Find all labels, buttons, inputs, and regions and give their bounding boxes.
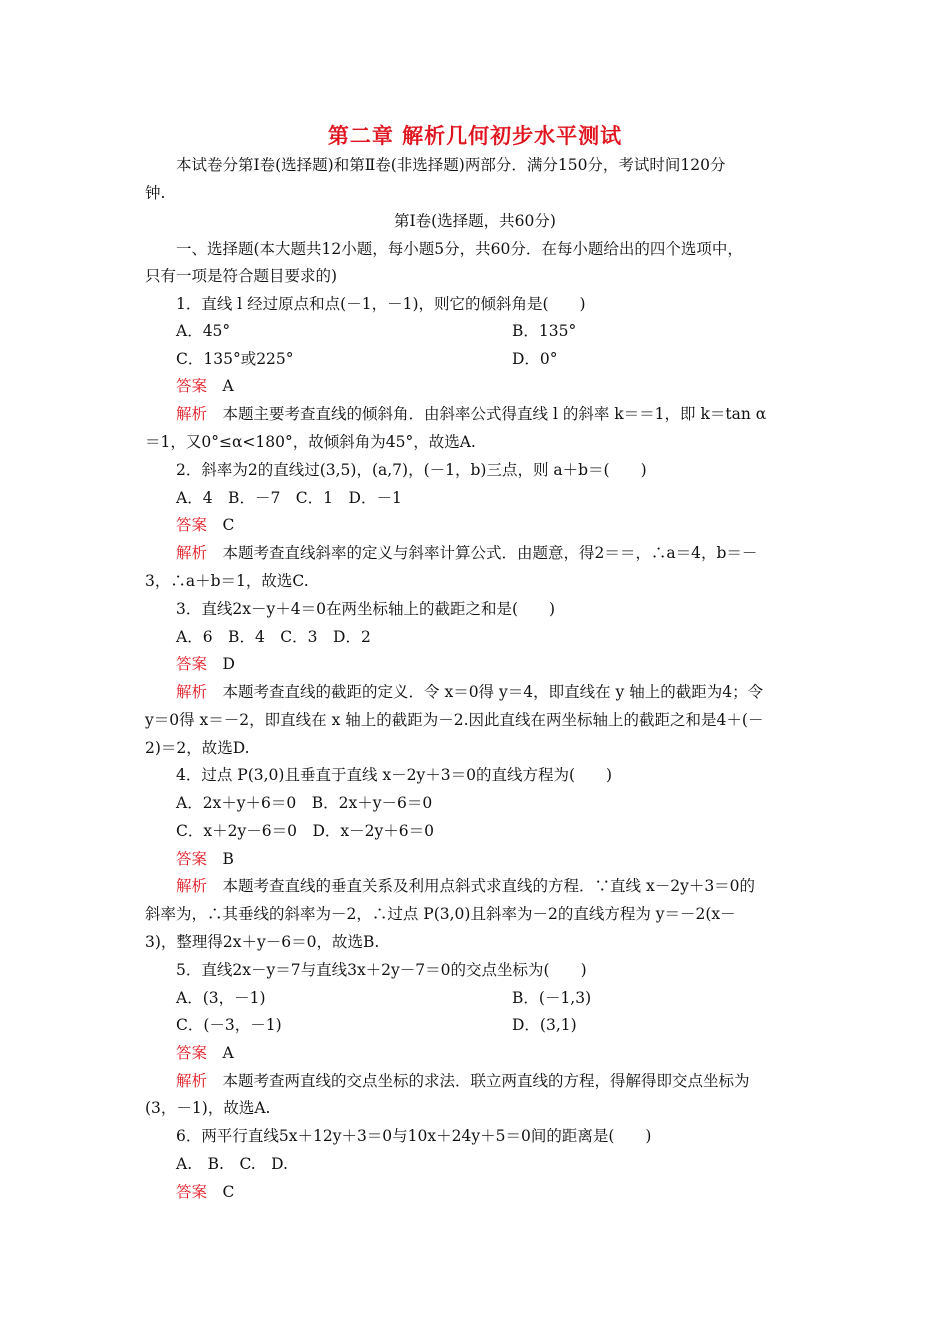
q4-stem: 4．过点 P(3,0)且垂直于直线 x－2y＋3＝0的直线方程为( ) xyxy=(176,766,613,784)
q3-stem: 3．直线2x－y＋4＝0在两坐标轴上的截距之和是( ) xyxy=(176,600,556,618)
q5-options-row2 xyxy=(176,1014,836,1036)
section-line-2: 只有一项是符合题目要求的) xyxy=(145,267,338,285)
answer-label: 答案 xyxy=(176,516,208,534)
q4-answer-value: B xyxy=(222,850,234,868)
q5-option-d: D．(3,1) xyxy=(512,1016,577,1034)
q1-stem: 1．直线 l 经过原点和点(－1，－1)，则它的倾斜角是( ) xyxy=(176,295,586,313)
q5-stem: 5．直线2x－y＝7与直线3x＋2y－7＝0的交点坐标为( ) xyxy=(176,961,587,979)
q2-answer xyxy=(176,514,836,536)
q3-analysis-2: y＝0得 x＝－2，即直线在 x 轴上的截距为－2.因此直线在两坐标轴上的截距之和是4＋(－ xyxy=(145,711,764,729)
q4-analysis-1 xyxy=(176,875,836,897)
section-line-1: 一、选择题(本大题共12小题，每小题5分，共60分．在每小题给出的四个选项中， xyxy=(176,240,743,258)
q4-analysis-3: 3)，整理得2x＋y－6＝0，故选B. xyxy=(145,933,380,951)
q3-options: A．6 B．4 C．3 D．2 xyxy=(176,628,371,646)
q4-options-2: C．x＋2y－6＝0 D．x－2y＋6＝0 xyxy=(176,822,434,840)
q5-option-b: B．(－1,3) xyxy=(512,989,592,1007)
answer-label: 答案 xyxy=(176,1183,208,1201)
answer-label: 答案 xyxy=(176,655,208,673)
q5-options-row1 xyxy=(176,987,836,1009)
q6-answer xyxy=(176,1181,836,1203)
intro-line-2: 钟. xyxy=(145,184,166,202)
q1-answer-value: A xyxy=(222,377,234,395)
q1-options-row1 xyxy=(176,320,836,342)
q2-analysis-text-1: 本题考查直线斜率的定义与斜率计算公式．由题意，得2＝＝，∴a＝4，b＝－ xyxy=(222,544,758,562)
q5-analysis-1 xyxy=(176,1070,836,1092)
page-title: 第二章 解析几何初步水平测试 xyxy=(327,123,623,148)
q5-analysis-2: (3，－1)，故选A. xyxy=(145,1099,271,1117)
q6-answer-value: C xyxy=(222,1183,235,1201)
q1-analysis-text-1: 本题主要考查直线的倾斜角．由斜率公式得直线 l 的斜率 k＝＝1，即 k＝tan α xyxy=(222,405,767,423)
q2-options: A．4 B．－7 C．1 D．－1 xyxy=(176,489,402,507)
q3-analysis-3: 2)＝2，故选D. xyxy=(145,739,250,757)
q5-answer xyxy=(176,1042,836,1064)
analysis-label: 解析 xyxy=(176,405,208,423)
q2-analysis-1 xyxy=(176,542,836,564)
q6-stem: 6．两平行直线5x＋12y＋3＝0与10x＋24y＋5＝0间的距离是( ) xyxy=(176,1127,652,1145)
q1-option-a: A．45° xyxy=(176,322,231,340)
analysis-label: 解析 xyxy=(176,544,208,562)
intro-line-1: 本试卷分第Ⅰ卷(选择题)和第Ⅱ卷(非选择题)两部分．满分150分，考试时间120分 xyxy=(176,156,726,174)
q1-answer xyxy=(176,375,836,397)
analysis-label: 解析 xyxy=(176,1072,208,1090)
q4-answer xyxy=(176,848,836,870)
q3-answer-value: D xyxy=(222,655,235,673)
analysis-label: 解析 xyxy=(176,877,208,895)
part-heading: 第Ⅰ卷(选择题，共60分) xyxy=(394,212,556,230)
answer-label: 答案 xyxy=(176,850,208,868)
q5-option-a: A．(3，－1) xyxy=(176,989,266,1007)
q4-analysis-2: 斜率为，∴其垂线的斜率为－2，∴过点 P(3,0)且斜率为－2的直线方程为 y＝－2(x－ xyxy=(145,905,736,923)
q5-analysis-text-1: 本题考查两直线的交点坐标的求法．联立两直线的方程，得解得即交点坐标为 xyxy=(222,1072,750,1090)
q1-option-c: C．135°或225° xyxy=(176,350,294,368)
q5-option-c: C．(－3，－1) xyxy=(176,1016,282,1034)
q4-analysis-text-1: 本题考查直线的垂直关系及利用点斜式求直线的方程．∵直线 x－2y＋3＝0的 xyxy=(222,877,756,895)
q1-option-d: D．0° xyxy=(512,350,558,368)
q2-stem: 2．斜率为2的直线过(3,5)，(a,7)，(－1，b)三点，则 a＋b＝( ) xyxy=(176,461,647,479)
q3-analysis-1 xyxy=(176,681,836,703)
analysis-label: 解析 xyxy=(176,683,208,701)
q1-options-row2 xyxy=(176,348,836,370)
q3-answer xyxy=(176,653,836,675)
q1-analysis-2: ＝1，又0°≤α<180°，故倾斜角为45°，故选A. xyxy=(145,433,476,451)
q2-answer-value: C xyxy=(222,516,235,534)
q1-option-b: B．135° xyxy=(512,322,577,340)
q3-analysis-text-1: 本题考查直线的截距的定义．令 x＝0得 y＝4，即直线在 y 轴上的截距为4；令 xyxy=(222,683,764,701)
q5-answer-value: A xyxy=(222,1044,234,1062)
q4-options-1: A．2x＋y＋6＝0 B．2x＋y－6＝0 xyxy=(176,794,433,812)
q6-options: A. B. C. D. xyxy=(176,1155,288,1173)
answer-label: 答案 xyxy=(176,1044,208,1062)
answer-label: 答案 xyxy=(176,377,208,395)
q2-analysis-2: 3，∴a＋b＝1，故选C. xyxy=(145,572,309,590)
q1-analysis-1 xyxy=(176,403,836,425)
